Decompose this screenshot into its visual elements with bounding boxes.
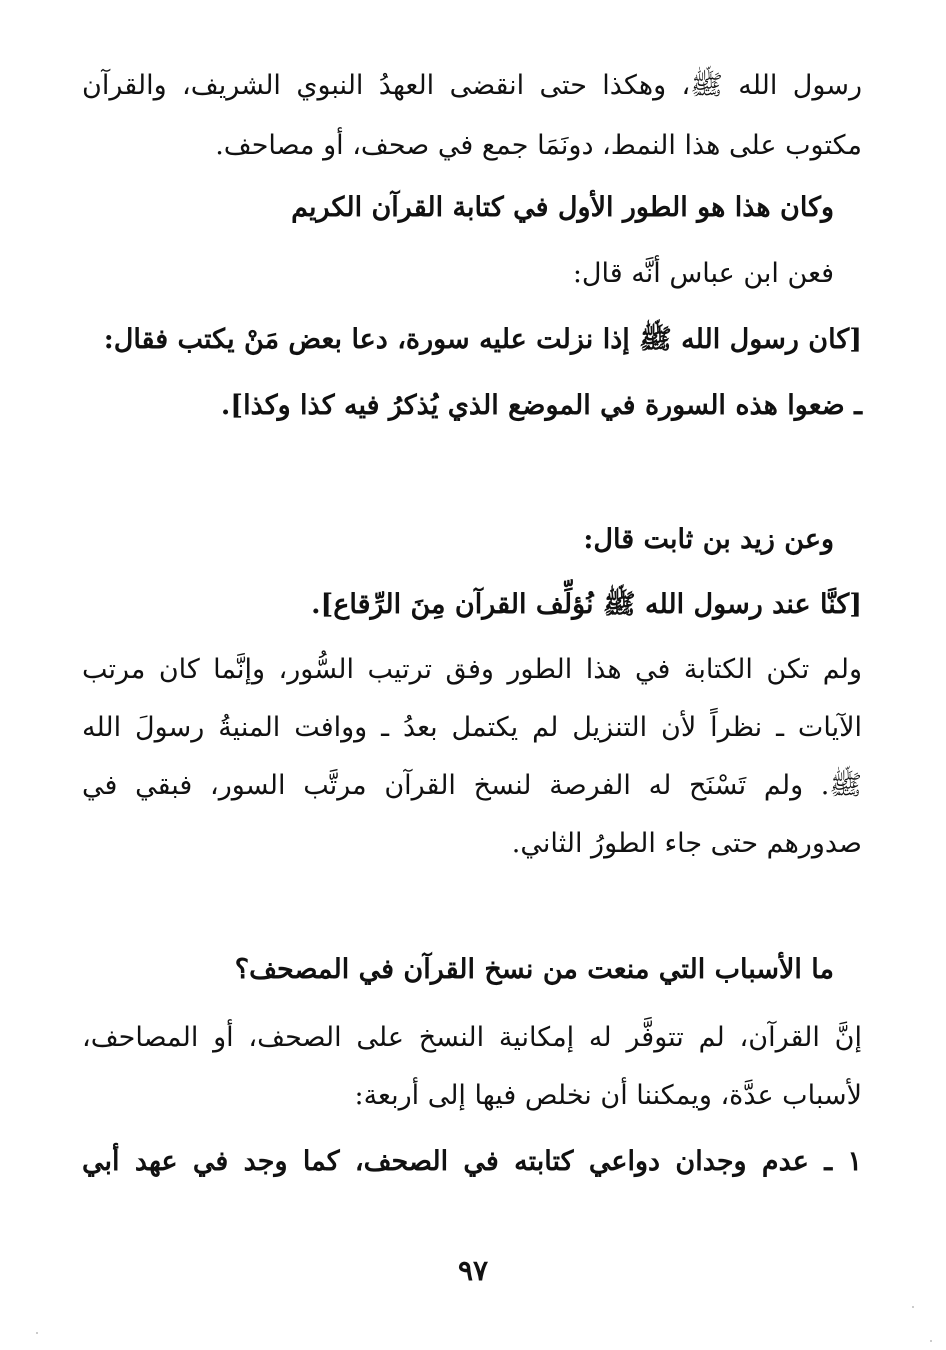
page-number: ٩٧ bbox=[457, 1254, 489, 1287]
paragraph-line-4: صدورهم حتى جاء الطورُ الثاني. bbox=[511, 828, 862, 859]
narration-intro-zayd: وعن زيد بن ثابت قال: bbox=[583, 524, 834, 555]
paragraph2-line-2: لأسباب عدَّة، ويمكننا أن نخلص فيها إلى أربعة: bbox=[354, 1080, 862, 1111]
section-heading: ما الأسباب التي منعت من نسخ القرآن في المصحف؟ bbox=[234, 954, 834, 985]
paragraph2-line-1: إنَّ القرآن، لم تتوفَّر له إمكانية النسخ على الصحف، أو المصاحف، bbox=[82, 1022, 862, 1053]
text-line-1: رسول الله ﷺ، وهكذا حتى انقضى العهدُ النبوي الشريف، والقرآن bbox=[82, 70, 862, 101]
narration-intro-ibn-abbas: فعن ابن عباس أنَّه قال: bbox=[572, 258, 834, 289]
paragraph-line-1: ولم تكن الكتابة في هذا الطور وفق ترتيب السُّور، وإنَّما كان مرتب bbox=[82, 654, 862, 685]
scan-speck bbox=[36, 1332, 38, 1334]
hadith-zayd: [كنَّا عند رسول الله ﷺ نُؤلِّف القرآن مِنَ الرِّقاع]. bbox=[311, 589, 862, 620]
paragraph-line-3: ﷺ. ولم تَسْنَح له الفرصة لنسخ القرآن مرتَّب السور، فبقي في bbox=[82, 770, 862, 801]
text-line-2: مكتوب على هذا النمط، دونَمَا جمع في صحف، أو مصاحف. bbox=[215, 130, 862, 161]
section-note: وكان هذا هو الطور الأول في كتابة القرآن الكريم bbox=[291, 192, 834, 223]
scan-speck bbox=[912, 1306, 914, 1308]
hadith-line-1: [كان رسول الله ﷺ إذا نزلت عليه سورة، دعا بعض مَنْ يكتب فقال: bbox=[103, 324, 862, 355]
hadith-line-2: ـ ضعوا هذه السورة في الموضع الذي يُذكرُ فيه كذا وكذا]. bbox=[220, 390, 862, 421]
list-item-1: ١ ـ عدم وجدان دواعي كتابته في الصحف، كما وجد في عهد أبي bbox=[82, 1146, 862, 1177]
paragraph-line-2: الآيات ـ نظراً لأن التنزيل لم يكتمل بعدُ ـ ووافت المنيةُ رسولَ الله bbox=[82, 712, 862, 743]
scan-speck bbox=[930, 1340, 932, 1342]
